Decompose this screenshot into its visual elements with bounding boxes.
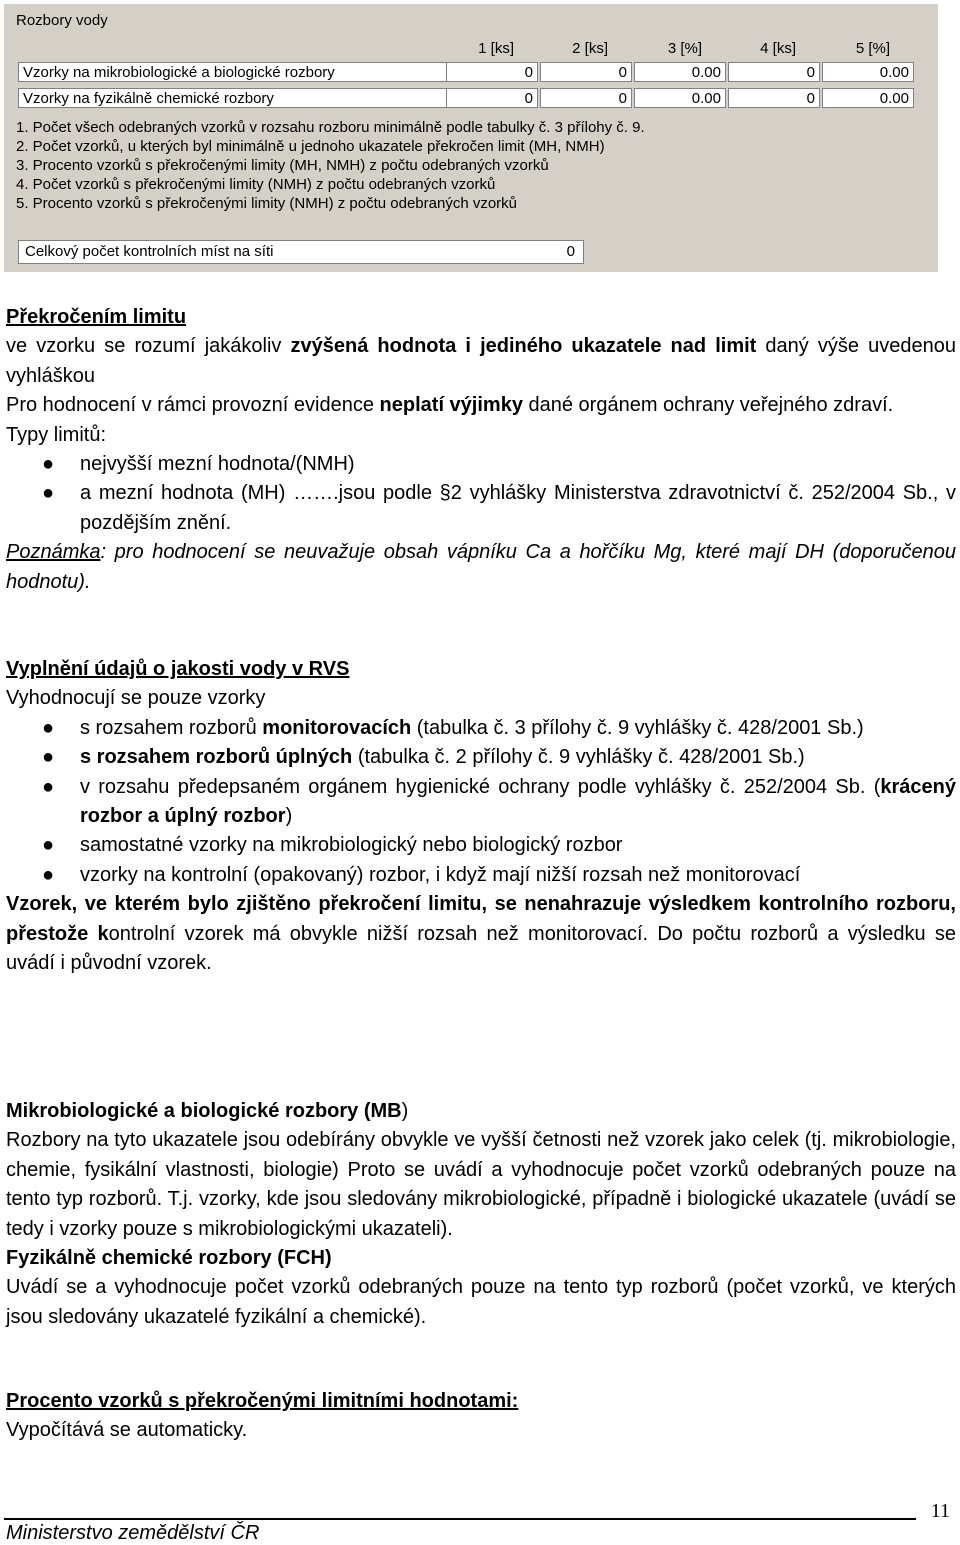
value-field[interactable]: 0.00 [822, 88, 914, 108]
value-field[interactable]: 0 [540, 62, 632, 82]
bullet-icon: ● [42, 482, 55, 505]
value-field[interactable]: 0 [446, 88, 538, 108]
note-line: 3. Procento vzorků s překročenými limity (MH, NMH) z počtu odebraných vzorků [16, 157, 549, 174]
paragraph: Typy limitů: [6, 423, 107, 446]
rozbory-vody-panel [4, 4, 938, 272]
total-label: Celkový počet kontrolních míst na síti [25, 243, 274, 260]
note-line: 4. Počet vzorků s překročenými limity (NMH) z počtu odebraných vzorků [16, 176, 496, 193]
bullet-item: ● a mezní hodnota (MH) …….jsou podle §2 vyhlášky Ministerstva zdravotnictví č. 252/2004 Sb., v pozdějším znění. [6, 479, 956, 538]
panel-title: Rozbory vody [16, 12, 108, 29]
section-heading: Mikrobiologické a biologické rozbory (MB) [6, 1100, 409, 1122]
value-field[interactable]: 0 [540, 88, 632, 108]
column-header: 3 [%] [667, 40, 702, 57]
bullet-item: ● s rozsahem rozborů úplných (tabulka č. 2 přílohy č. 9 vyhlášky č. 428/2001 Sb.) [6, 743, 956, 772]
column-header: 2 [ks] [572, 40, 608, 57]
paragraph: Vyhodnocují se pouze vzorky [6, 687, 266, 710]
bullet-icon: ● [42, 863, 55, 886]
bullet-item: ● samostatné vzorky na mikrobiologický nebo biologický rozbor [6, 831, 956, 860]
bullet-icon: ● [42, 775, 55, 798]
footer-text: Ministerstvo zemědělství ČR [6, 1522, 260, 1544]
paragraph: Vypočítává se automaticky. [6, 1419, 248, 1442]
note-line: 5. Procento vzorků s překročenými limity (NMH) z počtu odebraných vzorků [16, 195, 518, 212]
section-mb-fch [6, 1097, 956, 1332]
total-field[interactable] [18, 240, 584, 264]
paragraph: ve vzorku se rozumí jakákoliv zvýšená hodnota i jediného ukazatele nad limit daný výše uvedenou vyhláškou [6, 335, 956, 387]
row-label-mb: Vzorky na mikrobiologické a biologické rozbory [18, 62, 466, 82]
value-field[interactable]: 0.00 [822, 62, 914, 82]
paragraph: Uvádí se a vyhodnocuje počet vzorků odebraných pouze na tento typ rozborů (počet vzorků, ve kterých jsou sledovány ukazatelé fyzikální a chemické). [6, 1276, 956, 1328]
bullet-icon: ● [42, 834, 55, 857]
note-line: 2. Počet vzorků, u kterých byl minimálně u jednoho ukazatele překročen limit (MH, NMH) [16, 138, 605, 155]
paragraph: Pro hodnocení v rámci provozní evidence neplatí výjimky dané orgánem ochrany veřejného zdraví. [6, 394, 894, 417]
paragraph: Rozbory na tyto ukazatele jsou odebírány obvykle ve vyšší četnosti než vzorek jako celek (tj. mikrobiologie, chemie, fysikální vlastnosti, biologie) Proto se uvádí a vyhodnocuje počet vzorků odebraných pouze na tento typ rozborů. T.j. vzorky, kde jsou sledovány mikrobiologické, případně i biologické ukazatele (uvádí se tedy i vzorky pouze s mikrobiologickými ukazateli). [6, 1129, 956, 1240]
value-field[interactable]: 0 [446, 62, 538, 82]
value-field[interactable]: 0.00 [634, 62, 726, 82]
section-heading: Vyplnění údajů o jakosti vody v RVS [6, 658, 350, 680]
section-heading: Překročením limitu [6, 306, 187, 328]
section-limits [6, 303, 956, 597]
bullet-item: ● s rozsahem rozborů monitorovacích (tabulka č. 3 přílohy č. 9 vyhlášky č. 428/2001 Sb.) [6, 714, 956, 743]
note: Poznámka: pro hodnocení se neuvažuje obsah vápníku Ca a hořčíku Mg, které mají DH (doporučenou hodnotu). [6, 541, 956, 593]
total-value: 0 [566, 243, 575, 260]
column-notes [16, 118, 645, 213]
column-header: 4 [ks] [760, 40, 796, 57]
section-heading: Fyzikálně chemické rozbory (FCH) [6, 1247, 332, 1270]
section-percent [6, 1387, 956, 1446]
bullet-icon: ● [42, 453, 55, 476]
value-field[interactable]: 0.00 [634, 88, 726, 108]
bullet-item: ● vzorky na kontrolní (opakovaný) rozbor, i když mají nižší rozsah než monitorovací [6, 861, 956, 890]
value-field[interactable]: 0 [728, 62, 820, 82]
bullet-icon: ● [42, 746, 55, 769]
page-number: 11 [930, 1500, 950, 1522]
bullet-item: ● nejvyšší mezní hodnota/(NMH) [6, 450, 956, 479]
row-label-fch: Vzorky na fyzikálně chemické rozbory [18, 88, 466, 108]
bullet-item: ● v rozsahu předepsaném orgánem hygienické ochrany podle vyhlášky č. 252/2004 Sb. (krácený rozbor a úplný rozbor) [6, 773, 956, 832]
column-header: 5 [%] [855, 40, 890, 57]
section-rvs [6, 655, 956, 978]
section-heading: Procento vzorků s překročenými limitními hodnotami: [6, 1390, 519, 1412]
bullet-icon: ● [42, 716, 55, 739]
column-header: 1 [ks] [478, 40, 514, 57]
paragraph: Vzorek, ve kterém bylo zjištěno překročení limitu, se nenahrazuje výsledkem kontrolního rozboru, přestože kontrolní vzorek má obvykle nižší rozsah než monitorovací. Do počtu rozborů a výsledku se uvádí i původní vzorek. [6, 893, 956, 975]
note-line: 1. Počet všech odebraných vzorků v rozsahu rozboru minimálně podle tabulky č. 3 přílohy č. 9. [16, 119, 645, 136]
value-field[interactable]: 0 [728, 88, 820, 108]
footer-rule [4, 1518, 916, 1520]
